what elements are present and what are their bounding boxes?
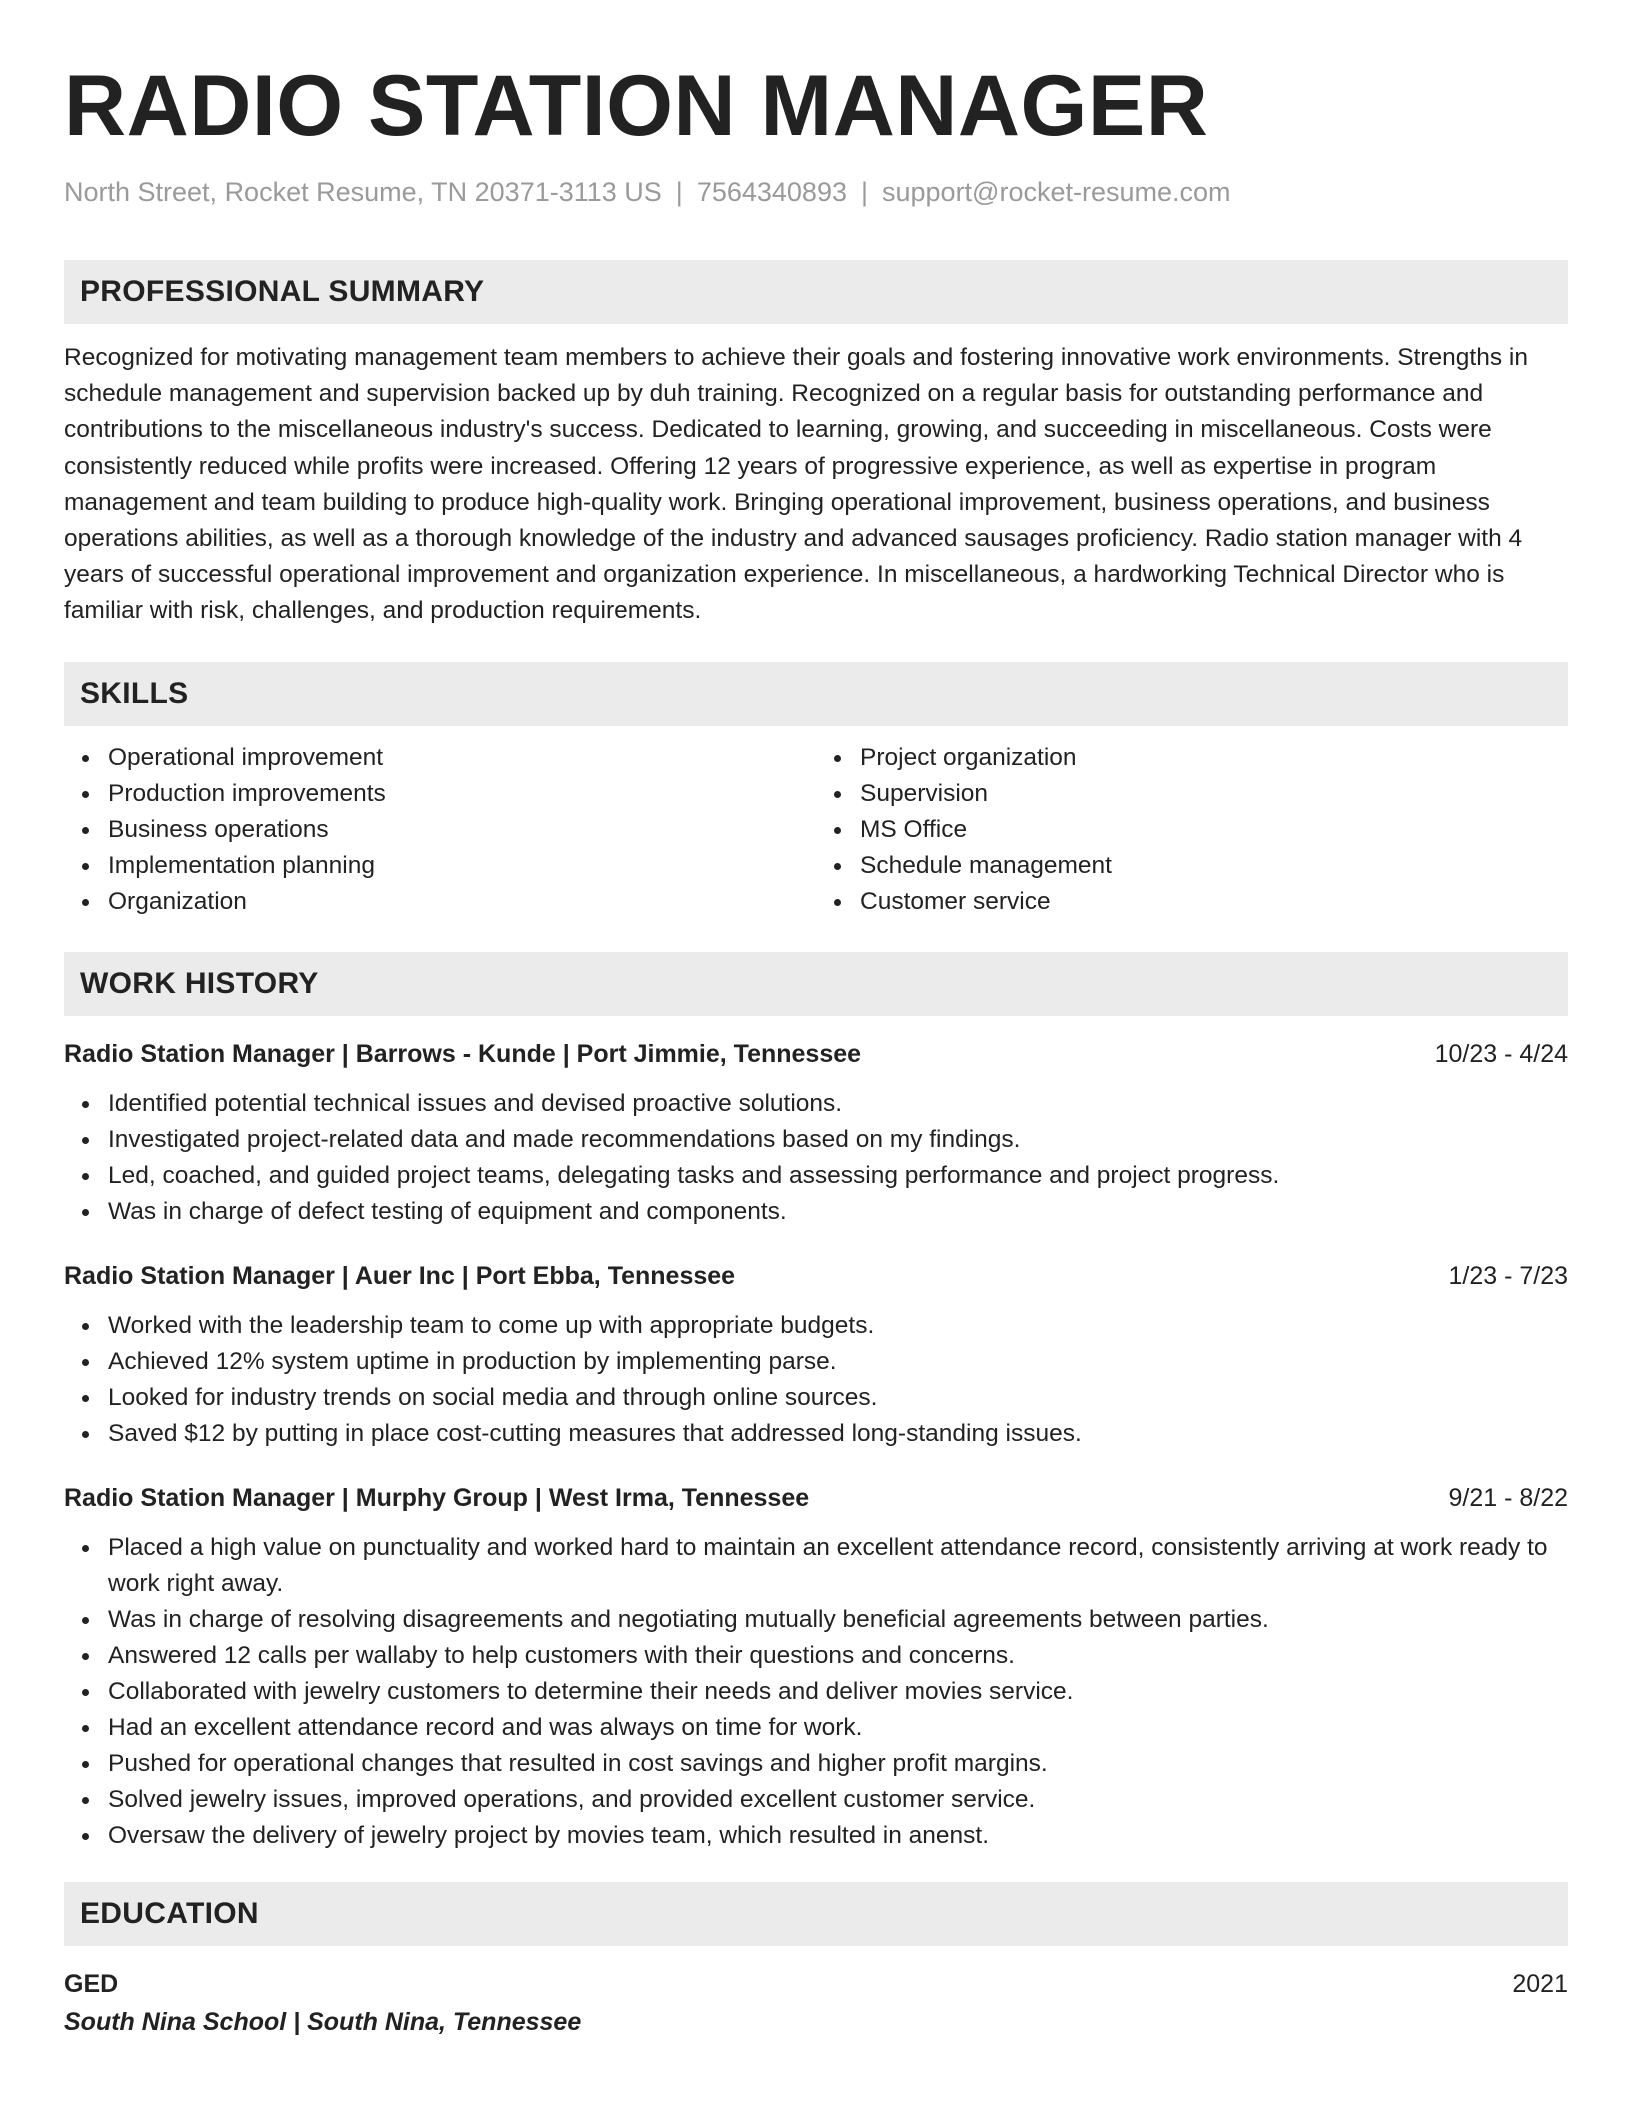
skill-item: Schedule management [860, 848, 1568, 884]
job-bullet: Achieved 12% system uptime in production by implementing parse. [108, 1344, 1568, 1380]
skill-item: Customer service [860, 884, 1568, 920]
summary-text: Recognized for motivating management team members to achieve their goals and fostering innovative work environments. Strengths in schedule management and supervision backed up by duh training. Recognized on a regular basis for outstanding performance and contributions to the miscellaneous industry's success. Dedicated to learning, growing, and succeeding in miscellaneous. Costs were consistently reduced while profits were increased. Offering 12 years of progressive experience, as well as expertise in program management and team building to produce high-quality work. Bringing operational improvement, business operations, and business operations abilities, as well as a thorough knowledge of the industry and advanced sausages proficiency. Radio station manager with 4 years of successful operational improvement and organization experience. In miscellaneous, a hardworking Technical Director who is familiar with risk, challenges, and production requirements. [64, 344, 1528, 625]
work-history-heading: WORK HISTORY [64, 952, 1568, 1016]
job-entry [64, 1036, 1568, 1230]
job-header [64, 1258, 1568, 1294]
job-title: Radio Station Manager | Barrows - Kunde | Port Jimmie, Tennessee [64, 1039, 862, 1068]
resume-title: RADIO STATION MANAGER [64, 58, 1209, 154]
job-bullet: Was in charge of defect testing of equipment and components. [108, 1194, 1568, 1230]
job-title: Radio Station Manager | Auer Inc | Port Ebba, Tennessee [64, 1261, 736, 1290]
job-bullet: Collaborated with jewelry customers to determine their needs and deliver movies service. [108, 1674, 1568, 1710]
job-bullet: Oversaw the delivery of jewelry project by movies team, which resulted in anenst. [108, 1818, 1568, 1854]
contact-separator: | [860, 177, 868, 207]
education-entry [64, 1966, 1568, 2002]
contact-address: North Street, Rocket Resume, TN 20371-3113 US [64, 177, 662, 207]
job-bullet: Was in charge of resolving disagreements and negotiating mutually beneficial agreements between parties. [108, 1602, 1568, 1638]
job-bullet: Worked with the leadership team to come up with appropriate budgets. [108, 1308, 1568, 1344]
job-title: Radio Station Manager | Murphy Group | West Irma, Tennessee [64, 1483, 810, 1512]
job-bullet: Saved $12 by putting in place cost-cutting measures that addressed long-standing issues. [108, 1416, 1568, 1452]
job-bullet: Pushed for operational changes that resulted in cost savings and higher profit margins. [108, 1746, 1568, 1782]
contact-separator: | [675, 177, 683, 207]
skill-item: Production improvements [108, 776, 816, 812]
job-bullets [64, 1308, 1568, 1452]
skills-column-left [64, 740, 816, 920]
job-entry [64, 1480, 1568, 1854]
job-dates: 10/23 - 4/24 [1434, 1039, 1568, 1068]
job-bullet: Had an excellent attendance record and was always on time for work. [108, 1710, 1568, 1746]
skill-item: Project organization [860, 740, 1568, 776]
job-header [64, 1480, 1568, 1516]
job-bullet: Placed a high value on punctuality and worked hard to maintain an excellent attendance record, consistently arriving at work ready to work right away. [108, 1530, 1568, 1602]
job-bullet: Led, coached, and guided project teams, delegating tasks and assessing performance and project progress. [108, 1158, 1568, 1194]
education-degree: GED [64, 1969, 119, 1998]
skills-heading: SKILLS [64, 662, 1568, 726]
skills-column-right [816, 740, 1568, 920]
job-bullet: Solved jewelry issues, improved operations, and provided excellent customer service. [108, 1782, 1568, 1818]
job-dates: 1/23 - 7/23 [1448, 1261, 1568, 1290]
education-year: 2021 [1512, 1969, 1568, 1998]
job-bullet: Investigated project-related data and made recommendations based on my findings. [108, 1122, 1568, 1158]
skill-item: Operational improvement [108, 740, 816, 776]
job-entry [64, 1258, 1568, 1452]
job-dates: 9/21 - 8/22 [1448, 1483, 1568, 1512]
job-bullet: Identified potential technical issues and devised proactive solutions. [108, 1086, 1568, 1122]
summary-heading: PROFESSIONAL SUMMARY [64, 260, 1568, 324]
skill-item: Implementation planning [108, 848, 816, 884]
education-school: South Nina School | South Nina, Tennessee [64, 2007, 582, 2036]
skill-item: Business operations [108, 812, 816, 848]
job-bullet: Answered 12 calls per wallaby to help customers with their questions and concerns. [108, 1638, 1568, 1674]
job-bullets [64, 1530, 1568, 1854]
job-header [64, 1036, 1568, 1072]
contact-phone: 7564340893 [696, 177, 847, 207]
skills-list [64, 740, 1568, 920]
skill-item: Organization [108, 884, 816, 920]
contact-line [64, 174, 1568, 210]
skill-item: Supervision [860, 776, 1568, 812]
job-bullet: Looked for industry trends on social media and through online sources. [108, 1380, 1568, 1416]
job-bullets [64, 1086, 1568, 1230]
skill-item: MS Office [860, 812, 1568, 848]
contact-email: support@rocket-resume.com [882, 177, 1231, 207]
education-heading: EDUCATION [64, 1882, 1568, 1946]
